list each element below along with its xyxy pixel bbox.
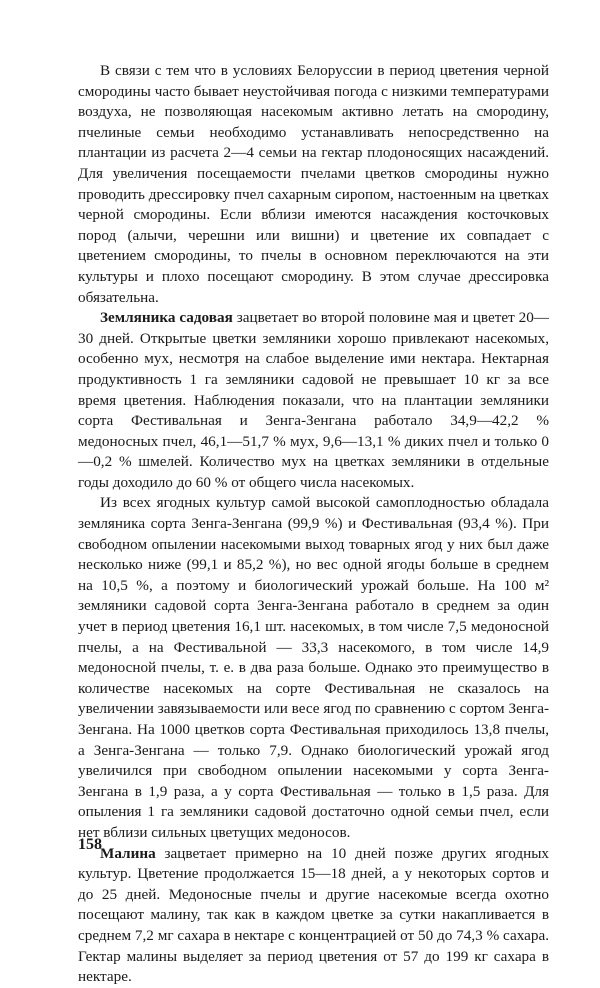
- paragraph-garden-strawberry: [78, 308, 549, 493]
- page-body: [78, 61, 549, 988]
- paragraph-lead-raspberry: Малина: [100, 844, 156, 862]
- paragraph-raspberry: [78, 844, 549, 988]
- paragraph-blackcurrant-pollination: [78, 61, 549, 308]
- page-number: 158: [78, 836, 102, 853]
- paragraph-strawberry-self-fertility: [78, 493, 549, 843]
- paragraph-text: зацветает примерно на 10 дней позже других ягодных культур. Цветение продолжается 15—18 дней, а у некоторых сортов и до 25 дней. Медоносные пчелы и другие насекомые всегда охотно посещают малину, так как в каждом цветке за сутки накапливается в среднем 7,2 мг сахара в нектаре с концентрацией от 50 до 74,3 % сахара. Гектар малины выделяет за период цветения от 57 до 199 кг сахара в нектаре.: [78, 844, 549, 986]
- paragraph-text: зацветает во второй половине мая и цветет 20—30 дней. Открытые цветки земляники хорошо привлекают насекомых, особенно мух, несмотря на слабое выделение ими нектара. Нектарная продуктивность 1 га земляники садовой не превышает 10 кг за все время цветения. Наблюдения показали, что на плантации земляники сорта Фестивальная и Зенга-Зенгана работало 34,9—42,2 % медоносных пчел, 46,1—51,7 % мух, 9,6—13,1 % диких пчел и только 0—0,2 % шмелей. Количество мух на цветках земляники в отдельные годы доходило до 60 % от общего числа насекомых.: [78, 309, 549, 491]
- paragraph-text: В связи с тем что в условиях Белоруссии в период цветения черной смородины часто бывает неустойчивая погода с низкими температурами воздуха, не позволяющая насекомым активно летать на смородину, пчелиные семьи необходимо устанавливать непосредственно на плантации из расчета 2—4 семьи на гектар плодоносящих насаждений. Для увеличения посещаемости пчелами цветков смородины нужно проводить дрессировку пчел сахарным сиропом, настоенным на цветках черной смородины. Если вблизи имеются насаждения косточковых пород (алычи, черешни или вишни) и цветение их совпадает с цветением смородины, то пчелы в основном переключаются на эти культуры и плохо посещают смородину. В этом случае дрессировка обязательна.: [78, 62, 549, 306]
- paragraph-lead-garden-strawberry: Земляника садовая: [100, 309, 233, 327]
- paragraph-text: Из всех ягодных культур самой высокой самоплодностью обладала земляника сорта Зенга-Зенгана (99,9 %) и Фестивальная (93,4 %). При свободном опылении насекомыми выход товарных ягод у них был даже несколько ниже (99,1 и 85,2 %), но вес одной ягоды больше в среднем на 10,5 %, а поэтому и биологический урожай больше. На 100 м² земляники садовой сорта Зенга-Зенгана работало в среднем за один учет в период цветения 16,1 шт. насекомых, в том числе 7,5 медоносной пчелы, а на Фестивальной — 33,3 насекомого, в том числе 14,9 медоносной пчелы, т. е. в два раза больше. Однако это преимущество в количестве насекомых на сорте Фестивальная не сказалось на увеличении завязываемости или весе ягод по сравнению с сортом Зенга-Зенгана. На 1000 цветков сорта Фестивальная приходилось 13,8 пчелы, а Зенга-Зенгана — только 7,9. Однако биологический урожай ягод увеличился при свободном опылении насекомыми у сорта Зенга-Зенгана в 1,9 раза, а у сорта Фестивальная — только в 1,5 раза. Для опыления 1 га земляники садовой достаточно одной семьи пчел, если нет вблизи сильных цветущих медоносов.: [78, 494, 549, 841]
